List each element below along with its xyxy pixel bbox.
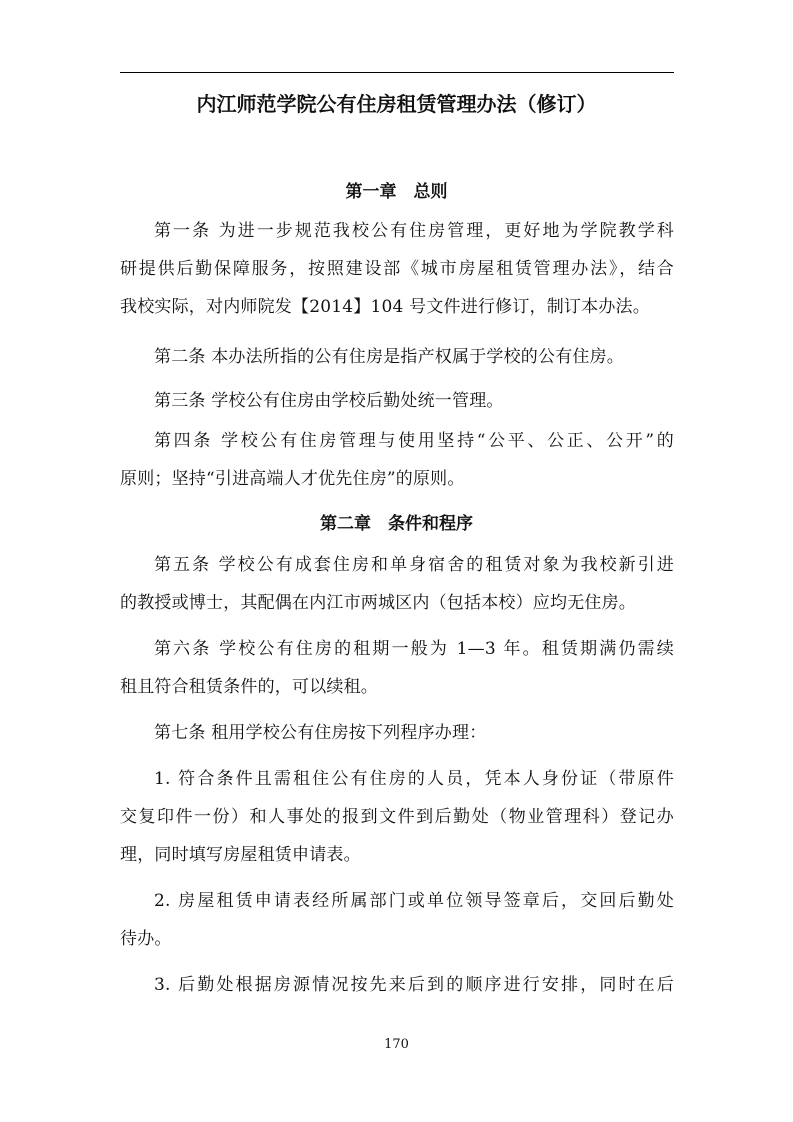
article-4: [120, 422, 674, 498]
procedure-item-2: [120, 882, 674, 958]
article-2-line-1: 第二条 本办法所指的公有住房是指产权属于学校的公有住房。: [154, 347, 625, 367]
article-5: [120, 546, 674, 622]
procedure-item-1: [120, 760, 674, 874]
document-title: 内江师范学院公有住房租赁管理办法（修订）: [196, 92, 597, 116]
article-1-line-3: 我校实际，对内师院发【2014】104 号文件进行修订，制订本办法。: [120, 297, 650, 317]
article-6: [120, 630, 674, 706]
procedure-item-2-line-1: 2. 房屋租赁申请表经所属部门或单位领导签章后，交回后勤处: [154, 891, 674, 911]
article-1-line-1: 第一条 为进一步规范我校公有住房管理，更好地为学院教学科: [154, 221, 674, 241]
procedure-item-1-line-3: 理，同时填写房屋租赁申请表。: [120, 845, 361, 865]
article-3: [120, 382, 674, 420]
procedure-item-1-line-1: 1. 符合条件且需租住公有住房的人员，凭本人身份证（带原件: [154, 769, 674, 789]
article-1: [120, 212, 674, 326]
chapter-2-heading: 第二章 条件和程序: [320, 514, 473, 534]
procedure-item-2-line-2: 待办。: [120, 929, 172, 949]
procedure-item-3: [120, 966, 674, 1004]
article-7-line-1: 第七条 租用学校公有住房按下列程序办理：: [154, 723, 487, 743]
header-rule: [120, 72, 674, 73]
article-6-line-1: 第六条 学校公有住房的租期一般为 1—3 年。租赁期满仍需续: [154, 639, 674, 659]
procedure-item-3-line-1: 3. 后勤处根据房源情况按先来后到的顺序进行安排，同时在后: [154, 975, 674, 995]
article-1-line-2: 研提供后勤保障服务，按照建设部《城市房屋租赁管理办法》，结合: [120, 259, 674, 279]
page-number: 170: [384, 1037, 409, 1052]
article-5-line-1: 第五条 学校公有成套住房和单身宿舍的租赁对象为我校新引进: [154, 555, 674, 575]
article-7: [120, 714, 674, 752]
article-5-line-2: 的教授或博士，其配偶在内江市两城区内（包括本校）应均无住房。: [120, 593, 636, 613]
article-4-line-1: 第四条 学校公有住房管理与使用坚持“公平、公正、公开”的: [154, 431, 674, 451]
article-6-line-2: 租且符合租赁条件的，可以续租。: [120, 677, 378, 697]
chapter-1-heading: 第一章 总则: [345, 182, 448, 202]
article-2: [120, 338, 674, 376]
article-3-line-1: 第三条 学校公有住房由学校后勤处统一管理。: [154, 391, 504, 411]
article-4-line-2: 原则；坚持“引进高端人才优先住房”的原则。: [120, 469, 465, 489]
procedure-item-1-line-2: 交复印件一份）和人事处的报到文件到后勤处（物业管理科）登记办: [120, 807, 674, 827]
